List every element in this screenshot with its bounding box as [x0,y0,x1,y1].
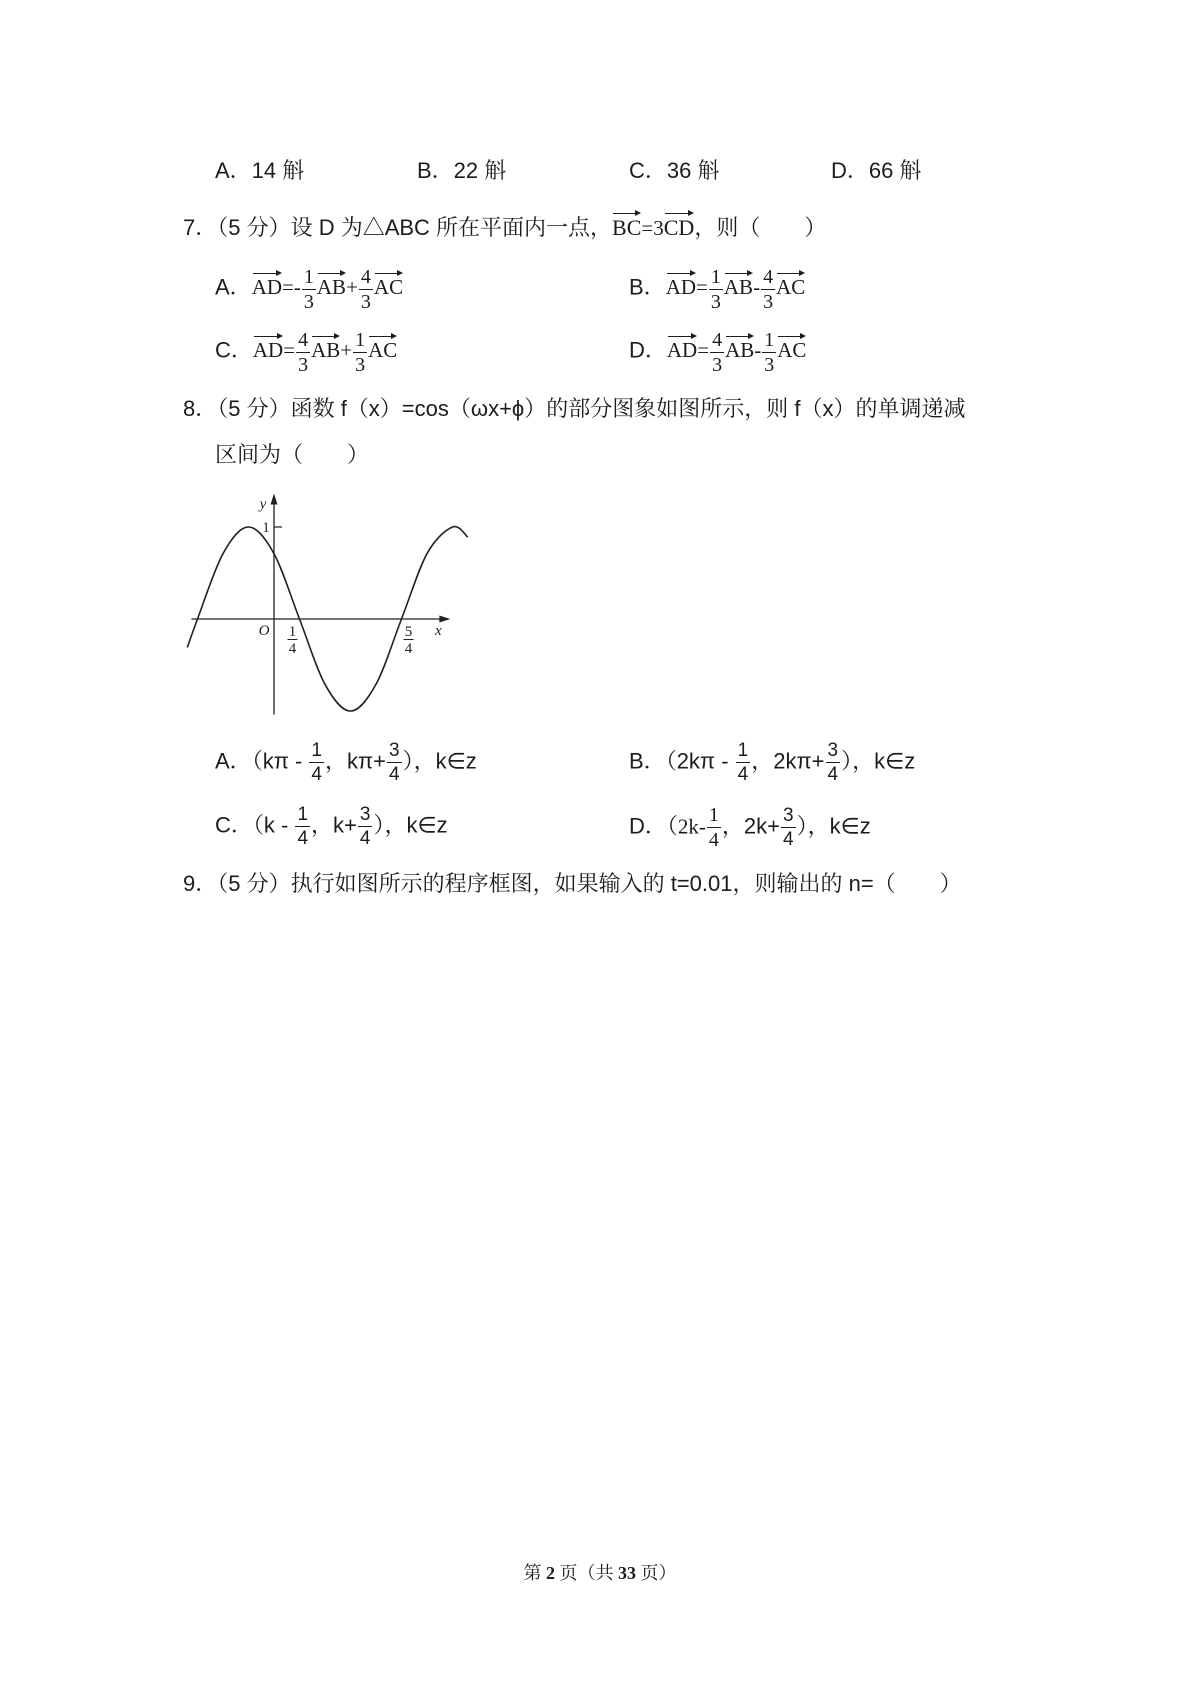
fraction-denominator: 3 [763,291,774,313]
option-label: C． [215,812,253,838]
q8-stem-line-2: 区间为（ ） [215,442,370,467]
fraction-denominator: 3 [764,354,775,376]
interval-open: （ [666,813,678,839]
vector-ad: AD [666,270,696,298]
fraction [761,267,775,312]
fraction-numerator: 1 [764,329,775,351]
fraction-numerator: 1 [708,804,719,826]
interval-open: （2kπ - [665,748,735,774]
x-tick-label-denominator: 4 [404,641,413,657]
q7-stem [183,210,826,243]
operator: =- [282,275,301,300]
fraction-denominator: 4 [708,829,719,851]
fraction-numerator: 3 [827,740,839,761]
option-equation [666,329,807,376]
operator: + [340,338,353,363]
fraction-numerator: 3 [359,804,371,825]
fraction-numerator: 1 [303,266,314,288]
x-axis-arrowhead [439,616,450,623]
vector-ad: AD [252,270,282,298]
interval-middle: ，k+ [311,812,357,838]
fraction-denominator: 4 [359,828,371,849]
x-axis-label: x [435,623,442,639]
fraction-numerator: 1 [710,266,721,288]
fraction [781,806,796,849]
vector-ab: AB [724,270,753,298]
q8-option-c [215,805,448,848]
q7-option-c [215,330,397,375]
interval-open: （k - [252,812,295,838]
fraction [359,267,373,312]
q7-option-b [629,267,805,312]
q6-option-c: C．36 斛 [629,158,720,183]
footer-page-number: 2 [546,1563,555,1583]
footer-total-pages: 33 [618,1563,636,1583]
fraction [387,741,402,784]
fraction-numerator: 1 [355,329,366,351]
fraction-numerator: 4 [763,266,774,288]
x-tick-label-numerator: 5 [404,624,413,640]
q7-stem-tail: ，则（ ） [694,215,827,240]
fraction [353,330,367,375]
q8-stem-line-1: 8．（5 分）函数 f（x）=cos（ωx+ϕ）的部分图象如图所示，则 f（x）的单调递减 [183,396,966,421]
interval-middle: ，kπ+ [325,748,387,774]
origin-label: O [258,623,270,639]
q7-option-a [215,267,403,312]
vector-bc: BC [612,210,641,239]
x-tick-label-numerator: 1 [288,624,297,640]
operator: + [346,275,358,300]
interval-close: ），k∈z [402,748,477,774]
fraction [309,741,324,784]
fraction [296,330,310,375]
operator: = [696,275,708,300]
q6-option-d: D．66 斛 [831,158,922,183]
q7-stem-text: 7．（5 分）设 D 为△ABC 所在平面内一点， [183,215,613,240]
y-tick-label: 1 [262,520,270,536]
footer-prefix: 第 [523,1563,546,1583]
q7-option-d [629,330,806,375]
vector-ac: AC [368,333,397,361]
option-equation [665,266,806,313]
q9-stem: 9．（5 分）执行如图所示的程序框图，如果输入的 t=0.01，则输出的 n=（ ） [183,871,962,896]
fraction-numerator: 4 [298,329,309,351]
fraction [710,330,724,375]
fraction-denominator: 3 [303,291,314,313]
y-axis-arrowhead [271,494,278,505]
fraction-denominator: 4 [827,764,839,785]
option-label: A． [215,274,252,300]
interval-close: ），k∈z [841,748,916,774]
fraction-numerator: 4 [712,329,723,351]
interval-middle: ，2k+ [721,813,780,839]
fraction-numerator: 1 [737,740,749,761]
fraction-denominator: 3 [710,291,721,313]
fraction-denominator: 4 [311,764,322,785]
vector-ac: AC [776,270,805,298]
q6-option-a: A．14 斛 [215,158,305,183]
option-label: D． [629,337,667,363]
vector-ac: AC [374,270,403,298]
fraction-denominator: 4 [737,764,749,785]
operator: = [283,338,296,363]
fraction-denominator: 3 [298,354,309,376]
fraction-denominator: 4 [297,828,309,849]
option-label: C． [215,337,253,363]
interval-close: ），k∈z [796,813,871,839]
fraction [826,741,841,784]
interval-lower-expression: 2k- [677,814,706,839]
option-equation [251,266,404,313]
fraction-numerator: 3 [389,740,400,761]
q8-option-b [629,741,915,784]
x-tick-label-denominator: 4 [288,641,297,657]
vector-ab: AB [725,333,754,361]
interval-close: ），k∈z [373,812,448,838]
fraction-numerator: 3 [783,805,794,826]
fraction-denominator: 3 [355,354,366,376]
option-label: B． [629,748,666,774]
q8-option-d [629,805,871,850]
footer-middle: 页（共 [555,1563,618,1583]
vector-ad: AD [253,333,283,361]
fraction [709,267,723,312]
fraction [707,805,721,850]
page-footer [0,1561,1200,1585]
option-label: A． [215,748,252,774]
fraction [295,805,310,848]
q7-equals: =3 [641,216,664,240]
option-equation [252,329,398,376]
fraction-denominator: 4 [389,764,400,785]
q8-option-a [215,741,477,784]
fraction-denominator: 3 [712,354,723,376]
fraction [762,330,776,375]
fraction [736,741,751,784]
vector-ab: AB [317,270,346,298]
operator: - [753,275,761,300]
cosine-graph [180,485,476,725]
operator: - [754,338,762,363]
vector-ab: AB [311,333,340,361]
fraction-denominator: 3 [360,291,371,313]
fraction [358,805,373,848]
fraction [302,267,316,312]
interval-middle: ，2kπ+ [751,748,825,774]
vector-ad: AD [667,333,697,361]
operator: = [697,338,710,363]
fraction-numerator: 1 [297,804,309,825]
vector-cd: CD [664,210,695,239]
vector-ac: AC [777,333,806,361]
footer-suffix: 页） [636,1563,677,1583]
y-axis-label: y [259,496,267,513]
option-label: D． [629,813,667,839]
fraction-denominator: 4 [783,829,794,850]
fraction-numerator: 4 [360,266,371,288]
interval-open: （kπ - [251,748,309,774]
fraction-numerator: 1 [311,740,322,761]
option-label: B． [629,274,666,300]
q6-option-b: B．22 斛 [417,158,507,183]
